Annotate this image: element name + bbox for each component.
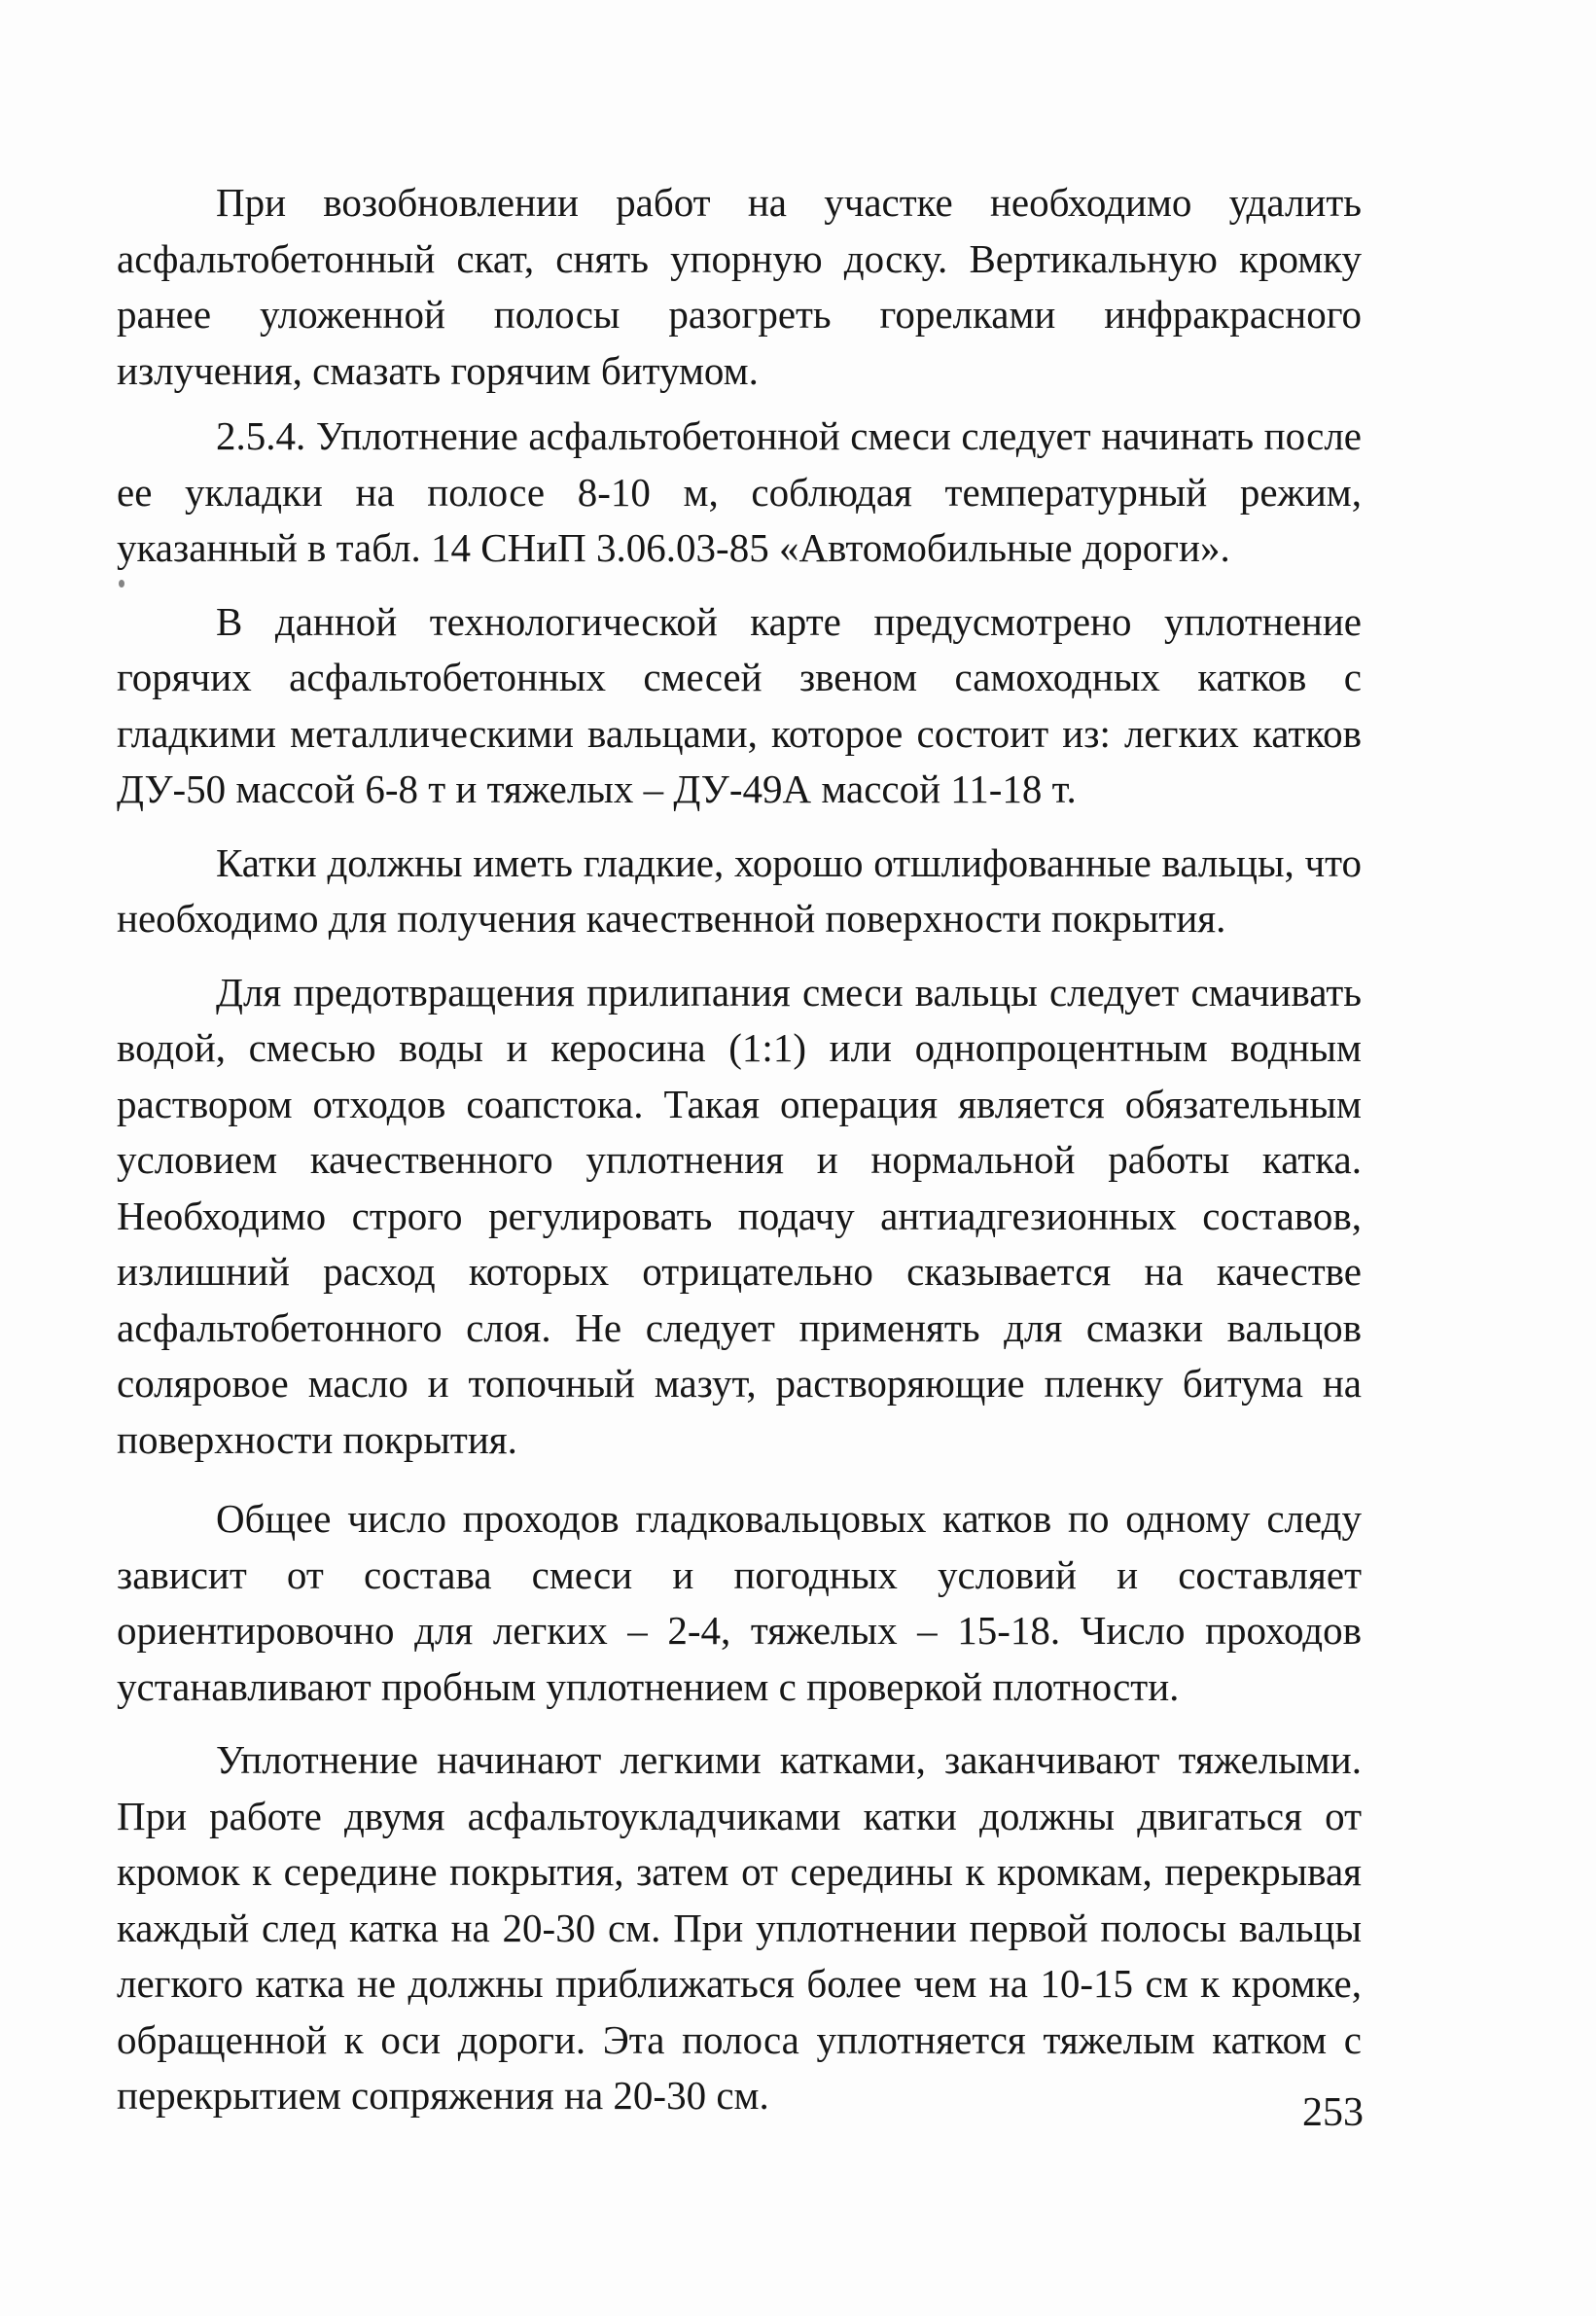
scan-speck: [119, 580, 124, 588]
paragraph-2-5-4: 2.5.4. Уплотнение асфальтобетонной смеси следует начинать после ее укладки на полосе 8-10 м, соблюдая температурный режим, указанный в табл. 14 СНиП 3.06.03-85 «Автомобильные дороги».: [117, 413, 1362, 570]
paragraph-pass-count: Общее число проходов гладковальцовых катков по одному следу зависит от состава смеси и погодных условий и составляет ориентировочно для легких – 2-4, тяжелых – 15-18. Число проходов устанавливают пробным уплотнением с проверкой плотности.: [117, 1496, 1362, 1709]
paragraph-compaction-order: Уплотнение начинают легкими катками, заканчивают тяжелыми. При работе двумя асфальтоукладчиками катки должны двигаться от кромок к середине покрытия, затем от середины к кромкам, перекрывая каждый след катка на 20-30 см. При уплотнении первой полосы вальцы легкого катка не должны приближаться более чем на 10-15 см к кромке, обращенной к оси дороги. Эта полоса уплотняется тяжелым катком с перекрытием сопряжения на 20-30 см.: [117, 1737, 1362, 2118]
page-number: 253: [1302, 2090, 1364, 2135]
paragraph-roller-set: В данной технологической карте предусмотрено уплотнение горячих асфальтобетонных смесей звеном самоходных катков с гладкими металлическими вальцами, которое состоит из: легких катков ДУ-50 массой 6-8 т и тяжелых – ДУ-49А массой 11-18 т.: [117, 598, 1362, 811]
page-body: [117, 175, 1362, 2124]
paragraph-anti-stick: Для предотвращения прилипания смеси вальцы следует смачивать водой, смесью воды и керосина (1:1) или однопроцентным водным раствором отходов соапстока. Такая операция является обязательным условием качественного уплотнения и нормальной работы катка. Необходимо строго регулировать подачу антиадгезионных составов, излишний расход которых отрицательно сказывается на качестве асфальтобетонного слоя. Не следует применять для смазки вальцов соляровое масло и топочный мазут, растворяющие пленку битума на поверхности покрытия.: [117, 969, 1362, 1462]
paragraph-roller-surface: Катки должны иметь гладкие, хорошо отшлифованные вальцы, что необходимо для получения качественной поверхности покрытия.: [117, 839, 1362, 941]
paragraph-resume-work: При возобновлении работ на участке необходимо удалить асфальтобетонный скат, снять упорную доску. Вертикальную кромку ранее уложенной полосы разогреть горелками инфракрасного излучения, смазать горячим битумом.: [117, 180, 1362, 393]
